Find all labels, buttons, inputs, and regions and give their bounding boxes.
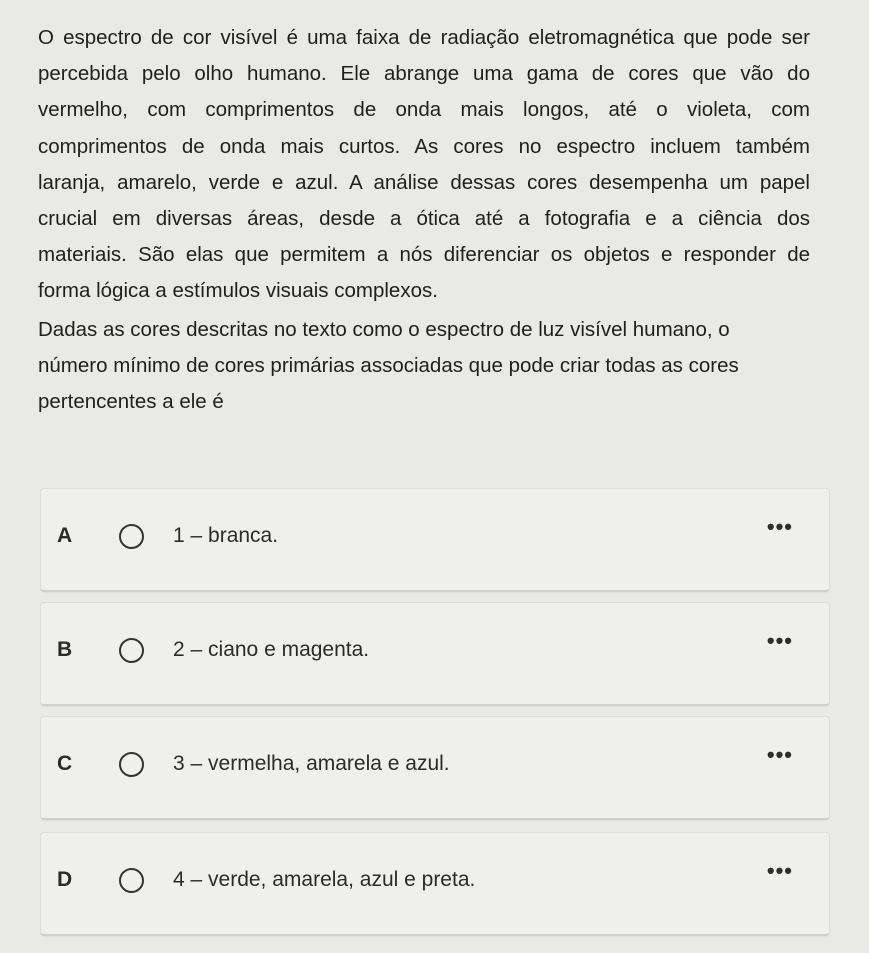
option-text: 4 – verde, amarela, azul e preta. — [173, 868, 476, 891]
passage-line: percebida pelo olho humano. Ele abrange uma gama de cores que vão do — [38, 62, 810, 86]
radio-button[interactable] — [119, 638, 144, 663]
option-letter: A — [57, 524, 73, 547]
more-options-icon[interactable]: ••• — [766, 628, 793, 653]
more-options-icon[interactable]: ••• — [766, 858, 793, 883]
passage-line: materiais. São elas que permitem a nós diferenciar os objetos e responder de — [38, 243, 810, 267]
passage-line: O espectro de cor visível é uma faixa de radiação eletromagnética que pode ser — [38, 26, 810, 49]
option-c[interactable] — [40, 716, 830, 820]
option-letter: B — [57, 638, 73, 661]
option-b[interactable] — [40, 602, 830, 706]
question-line: pertencentes a ele é — [38, 390, 224, 414]
more-options-icon[interactable]: ••• — [766, 742, 793, 767]
radio-button[interactable] — [119, 752, 144, 777]
option-a[interactable] — [40, 488, 830, 592]
passage-line: forma lógica a estímulos visuais complexos. — [38, 279, 438, 303]
question-text-block — [38, 20, 810, 420]
option-text: 3 – vermelha, amarela e azul. — [173, 752, 450, 775]
question-stem — [38, 312, 810, 421]
question-line: Dadas as cores descritas no texto como o espectro de luz visível humano, o — [38, 317, 730, 341]
radio-button[interactable] — [119, 868, 144, 893]
passage-line: comprimentos de onda mais curtos. As cores no espectro incluem também — [38, 134, 810, 158]
passage-line: crucial em diversas áreas, desde a ótica até a fotografia e a ciência dos — [38, 207, 810, 231]
option-text: 2 – ciano e magenta. — [173, 638, 370, 661]
option-d[interactable] — [40, 832, 830, 936]
more-options-icon[interactable]: ••• — [766, 514, 793, 539]
option-letter: D — [57, 868, 73, 891]
question-line: número mínimo de cores primárias associadas que pode criar todas as cores — [38, 353, 739, 377]
option-text: 1 – branca. — [173, 524, 279, 547]
option-letter: C — [57, 752, 73, 775]
radio-button[interactable] — [119, 524, 144, 549]
passage — [38, 20, 810, 310]
passage-line: vermelho, com comprimentos de onda mais longos, até o violeta, com — [38, 98, 810, 122]
passage-line: laranja, amarelo, verde e azul. A análise dessas cores desempenha um papel — [38, 170, 810, 194]
